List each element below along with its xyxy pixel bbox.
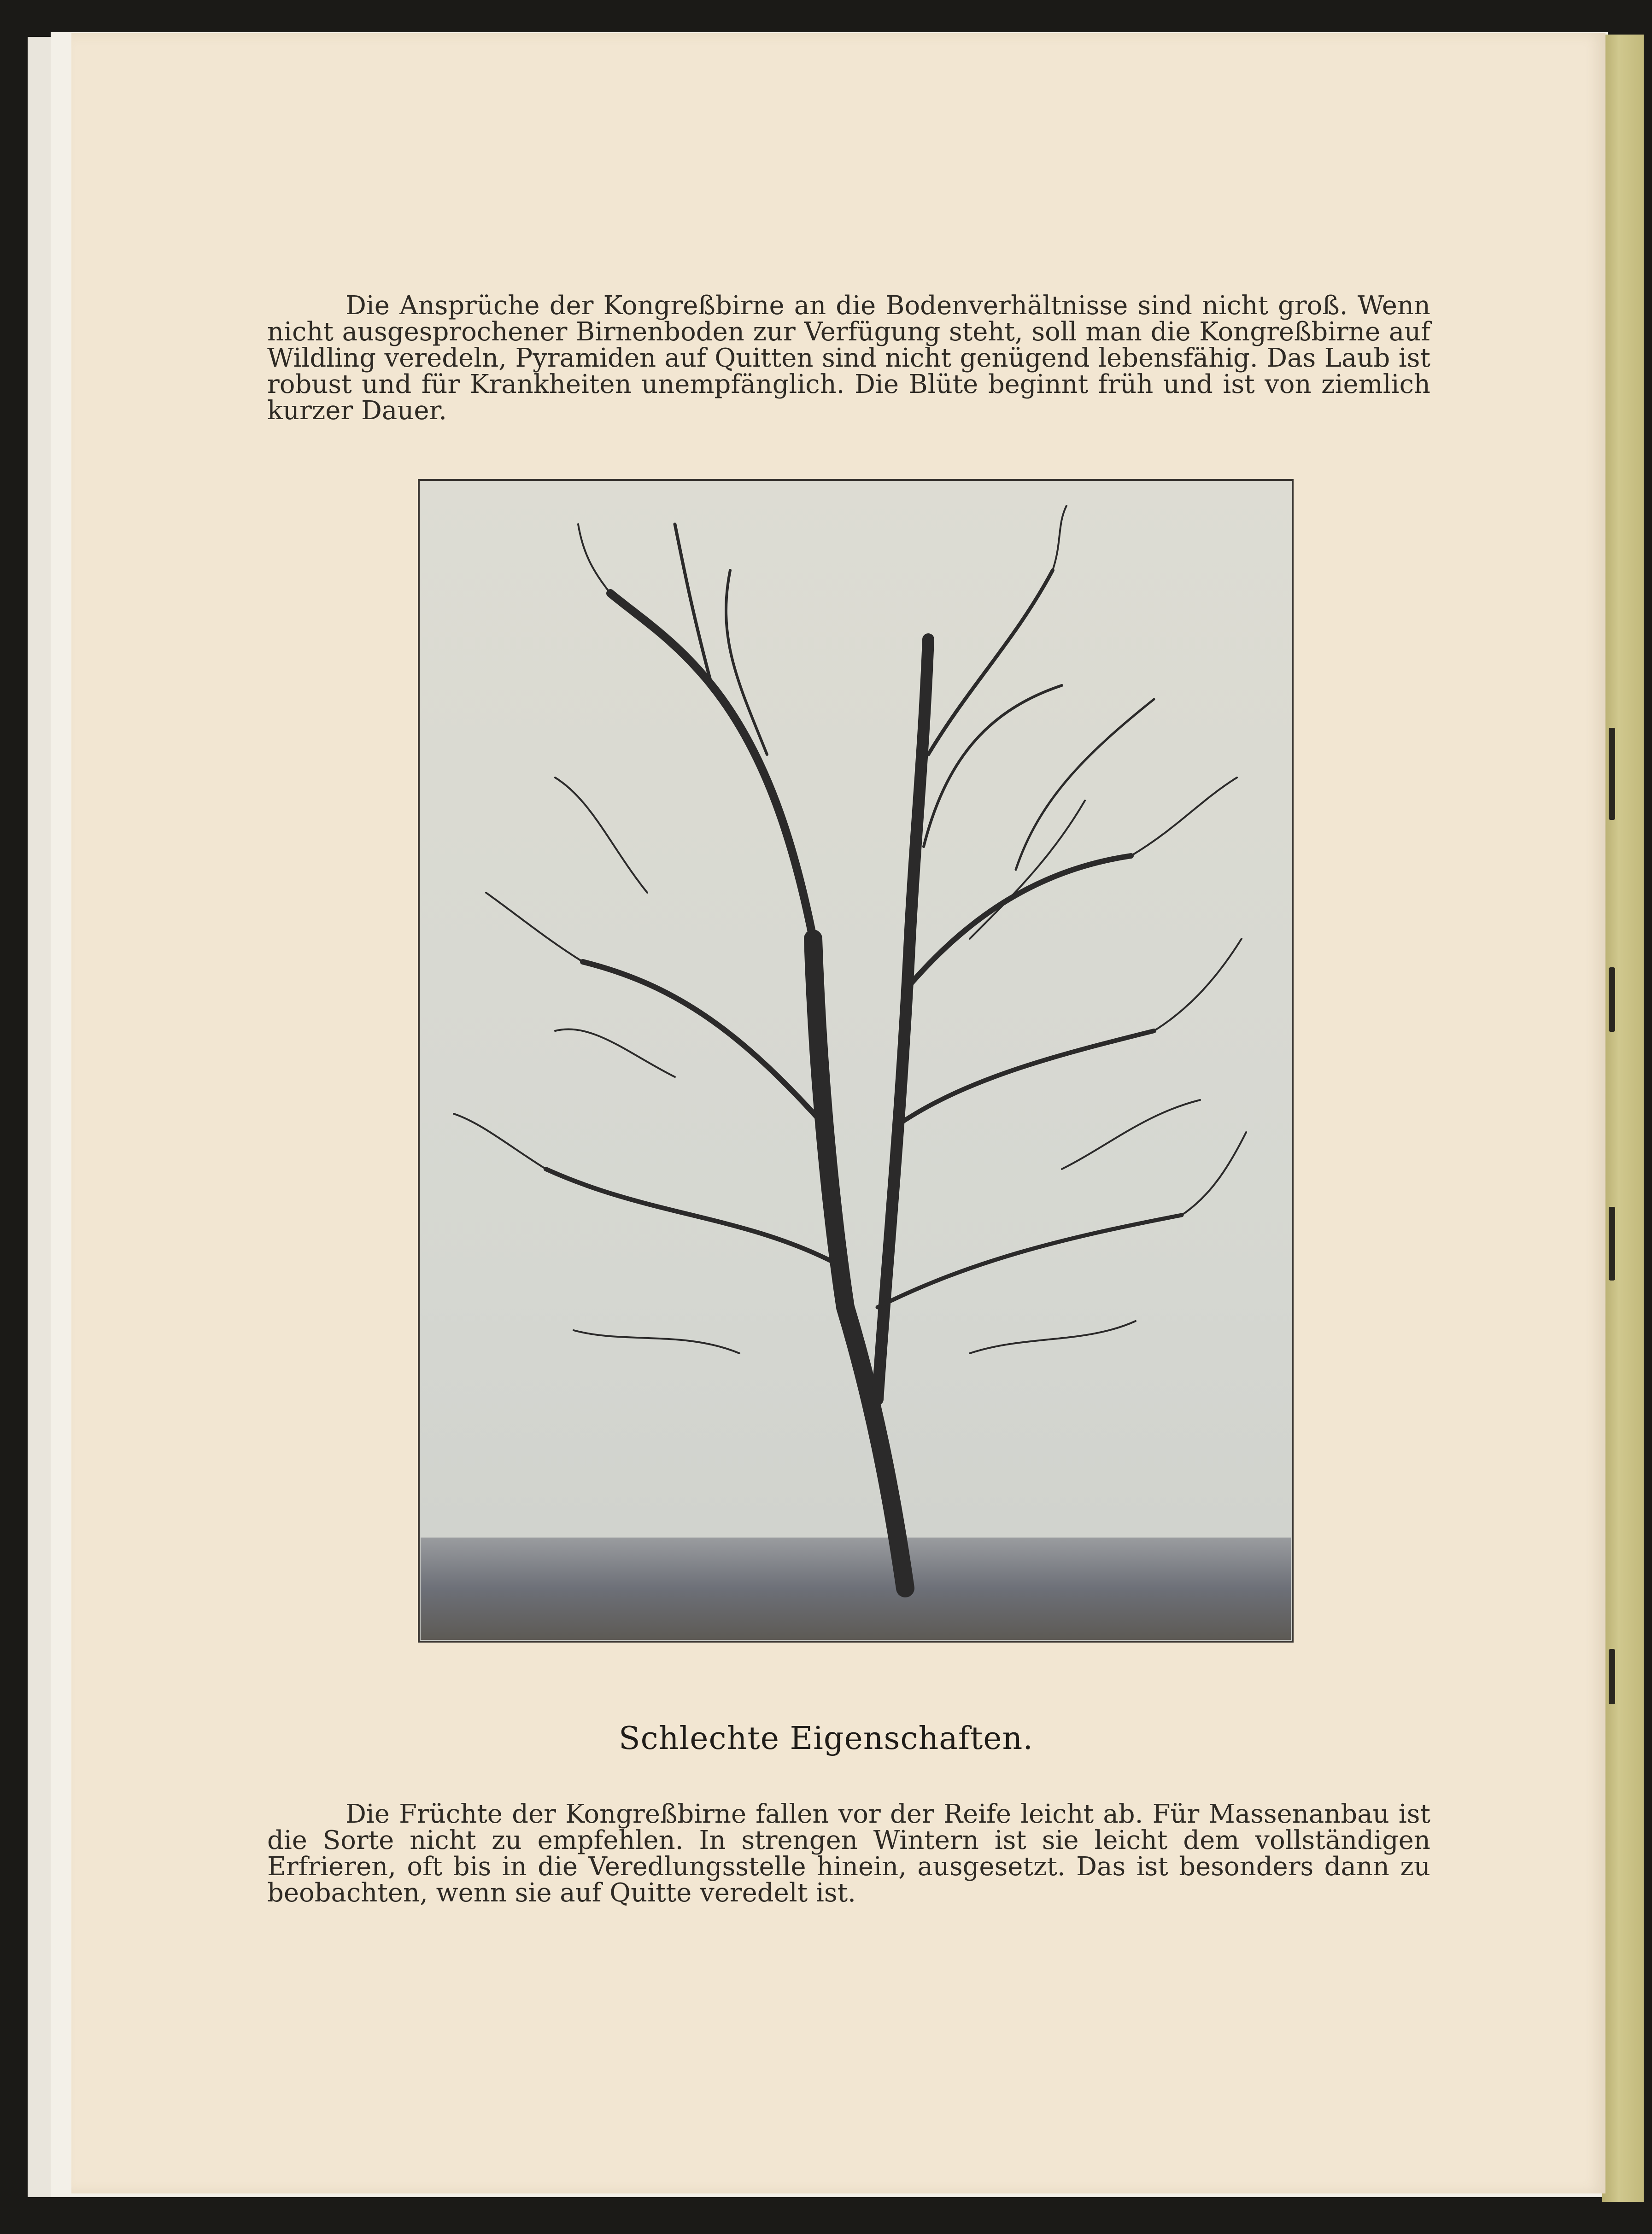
- tree-illustration-plate: [417, 478, 1295, 1643]
- paragraph-bad-properties: Die Früchte der Kongreßbirne fallen vor der Reife leicht ab. Für Massenanbau ist die Sorte nicht zu empfehlen. In strengen Wintern ist sie leicht dem vollständigen Erfrieren, oft bis in die Veredlungsstelle hinein, ausgesetzt. Das ist besonders dann zu beobachten, wenn sie auf Quitte veredelt ist.: [267, 1799, 1430, 1908]
- paragraph-soil-requirements: Die Ansprüche der Kongreßbirne an die Bodenverhältnisse sind nicht groß. Wenn nicht ausgesprochener Birnenboden zur Verfügung steht, soll man die Kongreßbirne auf Wildling veredeln, Pyramiden auf Quitten sind nicht genügend lebensfähig. Das Laub ist robust und für Krankheiten unempfänglich. Die Blüte beginnt früh und ist von ziemlich kurzer Dauer.: [267, 291, 1430, 426]
- binding-stitch-mark: [1609, 1207, 1615, 1281]
- binding-stitch-mark: [1609, 967, 1615, 1032]
- bare-pear-tree-illustration: [417, 478, 1295, 1643]
- ground: [421, 1538, 1291, 1640]
- plate-frame: [419, 480, 1293, 1642]
- section-heading: Schlechte Eigenschaften.: [619, 1720, 1033, 1757]
- binding-stitch-mark: [1609, 728, 1615, 820]
- book-cover-edge: [1602, 35, 1644, 2202]
- binding-stitch-mark: [1609, 1649, 1615, 1704]
